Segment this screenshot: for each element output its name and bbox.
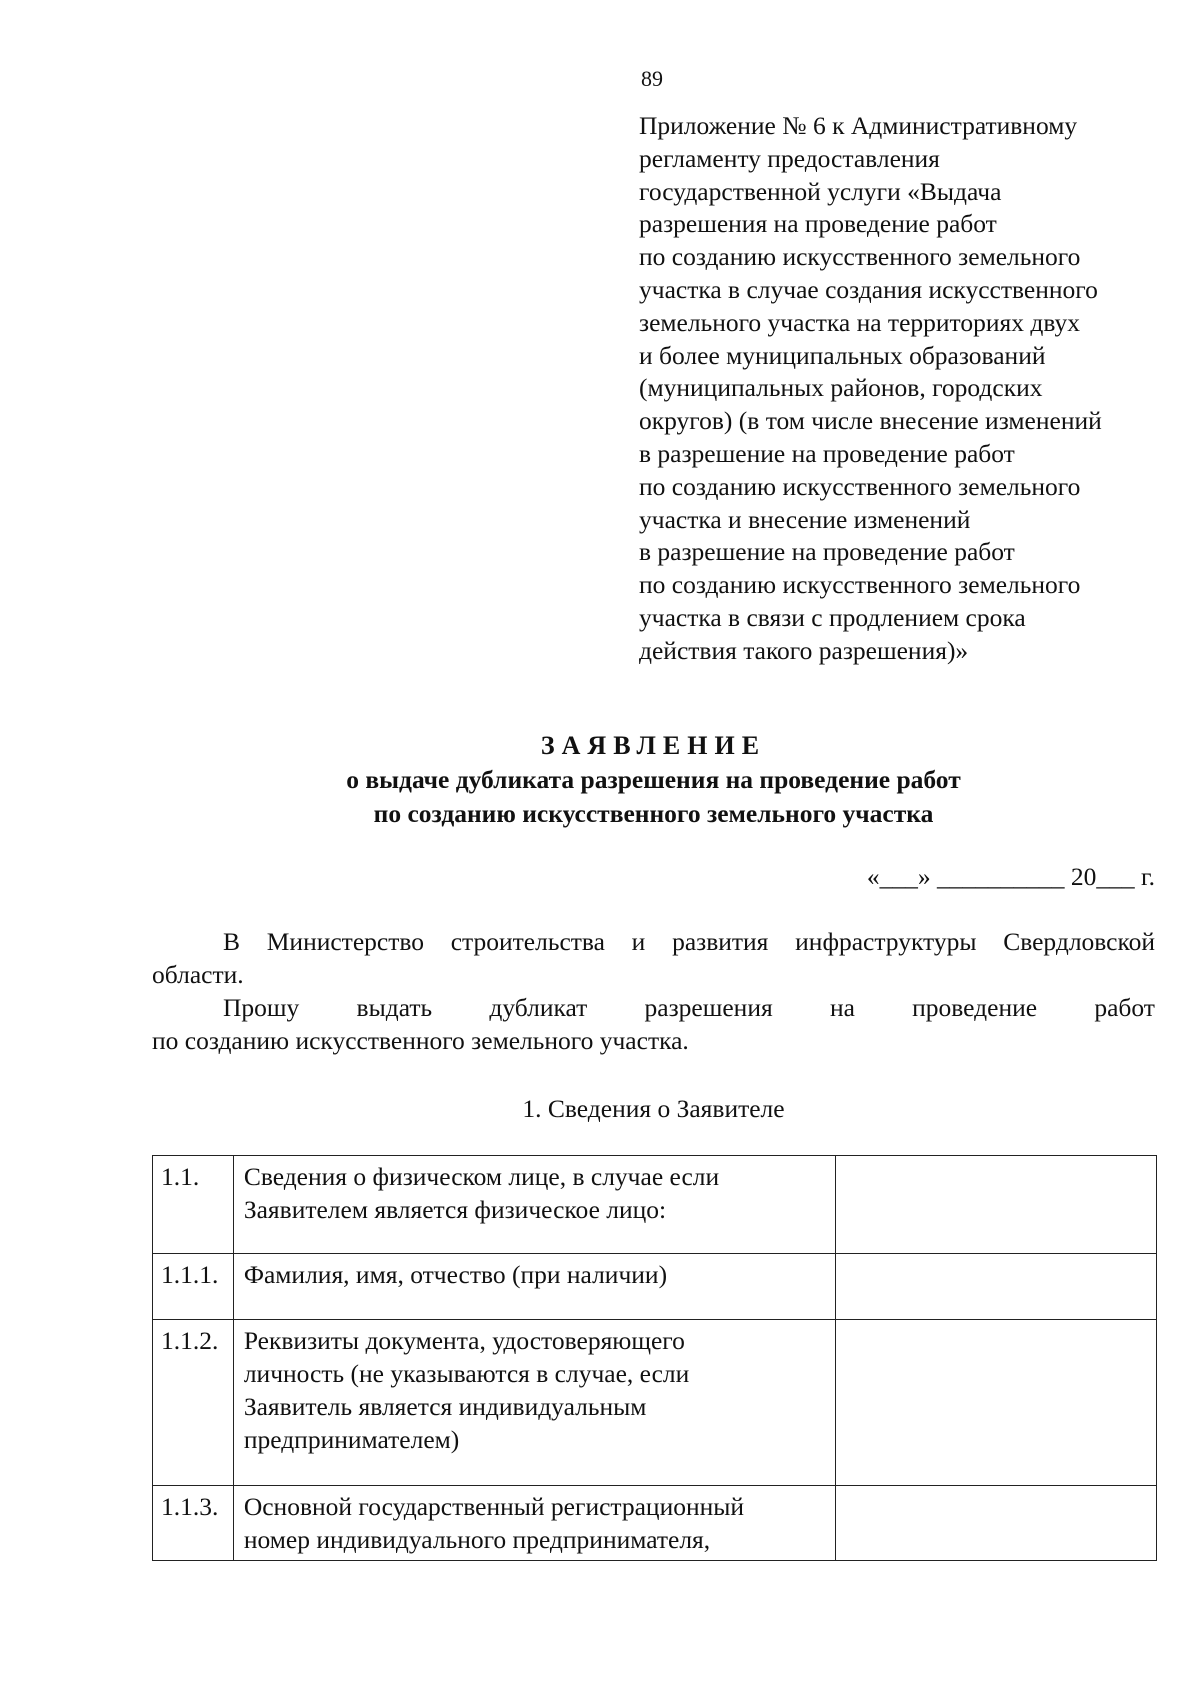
applicant-info-table (152, 1155, 1157, 1561)
paragraph-text: В Министерство строительства и развития инфраструктуры Свердловской (223, 927, 1155, 956)
row-label (233, 1254, 835, 1320)
table-row (153, 1156, 1157, 1254)
row-number: 1.1. (153, 1156, 234, 1254)
row-label-line: предпринимателем) (243, 1425, 460, 1454)
paragraph-word: разрешения (644, 993, 773, 1022)
appendix-line: в разрешение на проведение работ (639, 438, 1015, 468)
row-value-field[interactable] (835, 1254, 1156, 1320)
paragraph-word: Прошу (223, 993, 300, 1022)
appendix-line: участка в связи с продлением срока (639, 602, 1026, 632)
appendix-line: участка в случае создания искусственного (639, 274, 1098, 304)
appendix-line: по созданию искусственного земельного (639, 570, 1081, 600)
addressee-paragraph (152, 925, 1155, 991)
row-label-line: личность (не указываются в случае, если (243, 1359, 690, 1388)
appendix-line: земельного участка на территориях двух (639, 307, 1080, 337)
row-label-line: Фамилия, имя, отчество (при наличии) (243, 1260, 668, 1289)
appendix-line: участка и внесение изменений (639, 504, 971, 534)
appendix-line: по созданию искусственного земельного (639, 242, 1081, 272)
row-label (233, 1156, 835, 1254)
appendix-line: округов) (в том числе внесение изменений (639, 406, 1102, 436)
row-value-field[interactable] (835, 1320, 1156, 1486)
table-row (153, 1254, 1157, 1320)
row-value-field[interactable] (835, 1156, 1156, 1254)
appendix-line: по созданию искусственного земельного (639, 471, 1081, 501)
appendix-line: в разрешение на проведение работ (639, 537, 1015, 567)
appendix-line: действия такого разрешения)» (639, 635, 969, 665)
table-row (153, 1486, 1157, 1561)
appendix-line: регламенту предоставления (639, 143, 940, 173)
row-label-line: Реквизиты документа, удостоверяющего (243, 1326, 685, 1355)
appendix-reference (639, 110, 1179, 668)
row-number: 1.1.2. (153, 1320, 234, 1486)
paragraph-line: по созданию искусственного земельного участка. (152, 1026, 689, 1055)
date-line: «___» __________ 20___ г. (866, 862, 1155, 891)
row-label-line: Сведения о физическом лице, в случае если (243, 1162, 720, 1191)
document-title (152, 729, 1155, 831)
paragraph-word: работ (1094, 993, 1155, 1022)
appendix-line: и более муниципальных образований (639, 340, 1046, 370)
row-value-field[interactable] (835, 1486, 1156, 1561)
row-label-line: номер индивидуального предпринимателя, (243, 1525, 711, 1554)
appendix-line: государственной услуги «Выдача (639, 176, 1002, 206)
title-main: ЗАЯВЛЕНИЕ (540, 731, 767, 760)
paragraph-word: выдать (356, 993, 433, 1022)
section-title: 1. Сведения о Заявителе (522, 1094, 785, 1123)
row-label-line: Заявителем является физическое лицо: (243, 1195, 667, 1224)
row-label (233, 1486, 835, 1561)
paragraph-word: на (829, 993, 855, 1022)
row-number: 1.1.3. (153, 1486, 234, 1561)
row-label-line: Основной государственный регистрационный (243, 1492, 745, 1521)
row-label-line: Заявитель является индивидуальным (243, 1392, 647, 1421)
title-subline: по созданию искусственного земельного участка (373, 799, 934, 828)
paragraph-line: области. (152, 960, 244, 989)
title-subline: о выдаче дубликата разрешения на проведение работ (346, 765, 961, 794)
paragraph-word: дубликат (489, 993, 588, 1022)
appendix-line: разрешения на проведение работ (639, 209, 997, 239)
row-number: 1.1.1. (153, 1254, 234, 1320)
table-row (153, 1320, 1157, 1486)
row-label (233, 1320, 835, 1486)
paragraph-line (152, 925, 1155, 958)
appendix-line: (муниципальных районов, городских (639, 373, 1043, 403)
request-paragraph (152, 991, 1155, 1057)
page-number: 89 (641, 66, 663, 91)
paragraph-line (152, 991, 1155, 1024)
appendix-line: Приложение № 6 к Административному (639, 111, 1078, 140)
paragraph-word: проведение (912, 993, 1038, 1022)
